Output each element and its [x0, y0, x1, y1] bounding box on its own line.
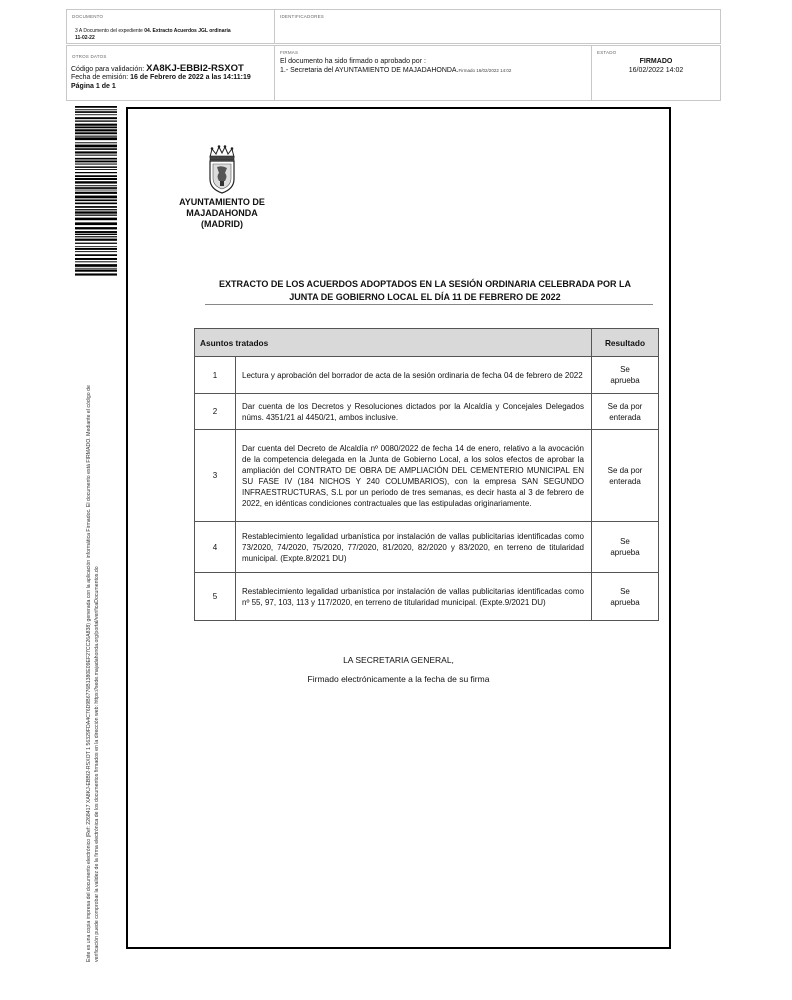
row-description: Restablecimiento legalidad urbanística por instalación de vallas publicitarias identificadas como nº 55, 97, 103, 113 y 117/2020, en terreno de titularidad municipal. (Expte.9/2021 DU) [236, 573, 592, 621]
row-description: Lectura y aprobación del borrador de acta de la sesión ordinaria de fecha 04 de febrero de 2022 [236, 357, 592, 394]
estado-label: ESTADO [597, 50, 617, 55]
side-text-line2: verificación puede comprobar la validez de la firma electrónica de los documentos firmados en la dirección web: https://sede.majadahonda.org/portal/verificaDocumentos.do [93, 566, 100, 962]
table-row [195, 573, 659, 621]
header-estado-cell [591, 45, 721, 101]
title-line2: JUNTA DE GOBIERNO LOCAL EL DÍA 11 DE FEBRERO DE 2022 [289, 292, 561, 302]
row-result [592, 522, 659, 573]
table-row [195, 357, 659, 394]
org-line3: (MADRID) [201, 219, 243, 229]
firmas-line2 [280, 67, 511, 74]
verification-side-text [86, 302, 101, 962]
row-description: Dar cuenta del Decreto de Alcaldía nº 0080/2022 de fecha 14 de enero, relativo a la avocación de la competencia delegada en la Junta de Gobierno Local, a los solos efectos de aprobar la ampliación del CONTRATO DE OBRA DE AMPLIACIÓN DEL CEMENTERIO MUNICIPAL EN SU FASE IV (184 NICHOS Y 240 COLUMBARIOS), con la empresa SAN SEGUNDO INFRAESTRUCTURAS, S.L por un periodo de tres semanas, es decir hasta al 3 de febrero de 2022, en idénticas condiciones contractuales que las estipuladas originariamente. [236, 430, 592, 522]
row-result [592, 357, 659, 394]
otros-datos-label: OTROS DATOS [72, 54, 107, 59]
side-text-line1: Este es una copia impresa del documento electrónico (Ref: 2268417 XA8KJ-EBBI2-RSXOT 1 56329FDA4C76D9B6776B1380E09EF27CC26A838) generada con la aplicación informática Firmadoc. El documento está FIRMADO. Mediante el código de [86, 385, 92, 962]
documento-line2: 11-02-22 [75, 35, 95, 41]
row-result-line2: enterada [609, 476, 641, 486]
table-row [195, 430, 659, 522]
row-number: 5 [195, 573, 236, 621]
row-result-line1: Se [620, 586, 630, 596]
title-underline [205, 304, 653, 305]
header-identificadores-cell [274, 9, 721, 44]
row-number: 4 [195, 522, 236, 573]
row-result-line1: Se [620, 365, 630, 374]
coat-of-arms-icon [203, 143, 241, 195]
codigo-label: Código para validación: [71, 66, 145, 73]
estado-date: 16/02/2022 14:02 [628, 67, 684, 74]
row-result-line1: Se [620, 537, 630, 546]
row-description: Restablecimiento legalidad urbanística por instalación de vallas publicitarias identificadas como 73/2020, 74/2020, 75/2020, 77/2020, 81/2020, 82/2020 y 83/2020, en terreno de titularidad municipal. (Expte.8/2021 DU) [236, 522, 592, 573]
row-number: 3 [195, 430, 236, 522]
row-result-line2: aprueba [610, 597, 640, 607]
header-documento-cell [66, 9, 275, 44]
row-number: 1 [195, 357, 236, 394]
row-result-line1: Se da por [607, 401, 643, 411]
row-result-line2: aprueba [610, 548, 640, 557]
acuerdos-table [194, 328, 659, 621]
organization-name [170, 197, 274, 230]
pagina-value: Página 1 de 1 [71, 83, 116, 90]
firmas-line1: El documento ha sido firmado o aprobado por : [280, 58, 426, 65]
header-resultado: Resultado [592, 329, 659, 357]
identificadores-label: IDENTIFICADORES [280, 14, 325, 19]
title-line1: EXTRACTO DE LOS ACUERDOS ADOPTADOS EN LA SESIÓN ORDINARIA CELEBRADA POR LA [218, 279, 632, 289]
row-result-line2: aprueba [610, 376, 640, 385]
row-number: 2 [195, 394, 236, 430]
table-row [195, 394, 659, 430]
barcode-icon [75, 106, 117, 276]
header-otros-datos-cell [66, 45, 275, 101]
firmado-electronicamente: Firmado electrónicamente a la fecha de su firma [307, 674, 490, 684]
header-asuntos: Asuntos tratados [195, 329, 592, 357]
fecha-label: Fecha de emisión: [71, 74, 129, 81]
row-result-line1: Se da por [607, 465, 643, 475]
row-result [592, 430, 659, 522]
org-line2: MAJADAHONDA [186, 208, 258, 218]
secretaria-general: LA SECRETARIA GENERAL, [343, 655, 454, 665]
documento-label: DOCUMENTO [72, 14, 104, 19]
codigo-validacion [71, 63, 244, 74]
row-result [592, 573, 659, 621]
documento-title [75, 28, 265, 42]
estado-value: FIRMADO [639, 58, 673, 65]
fecha-value: 16 de Febrero de 2022 a las 14:11:19 [130, 74, 251, 81]
pagina [71, 83, 116, 90]
firmas-label: FIRMAS [280, 50, 299, 55]
table-header-row [195, 329, 659, 357]
row-result-line2: enterada [609, 412, 641, 422]
org-line1: AYUNTAMIENTO DE [179, 197, 265, 207]
table-row [195, 522, 659, 573]
row-description: Dar cuenta de los Decretos y Resoluciones dictados por la Alcaldía y Concejales Delegados núms. 4351/21 al 4450/21, ambos inclusive. [236, 394, 592, 430]
documento-line1-prefix: 3 A Documento del expediente [75, 28, 145, 34]
firmante: 1.- Secretaria del AYUNTAMIENTO DE MAJADAHONDA. [280, 67, 459, 74]
firmado-fecha: Firmado 16/02/2022 14:02 [458, 68, 512, 73]
codigo-value[interactable]: XA8KJ-EBBI2-RSXOT [146, 63, 244, 74]
header-firmas-cell [274, 45, 592, 101]
fecha-emision [71, 74, 251, 81]
documento-line1-bold: 04. Extracto Acuerdos JGL ordinaria [144, 28, 231, 34]
row-result [592, 394, 659, 430]
document-title [198, 278, 652, 304]
